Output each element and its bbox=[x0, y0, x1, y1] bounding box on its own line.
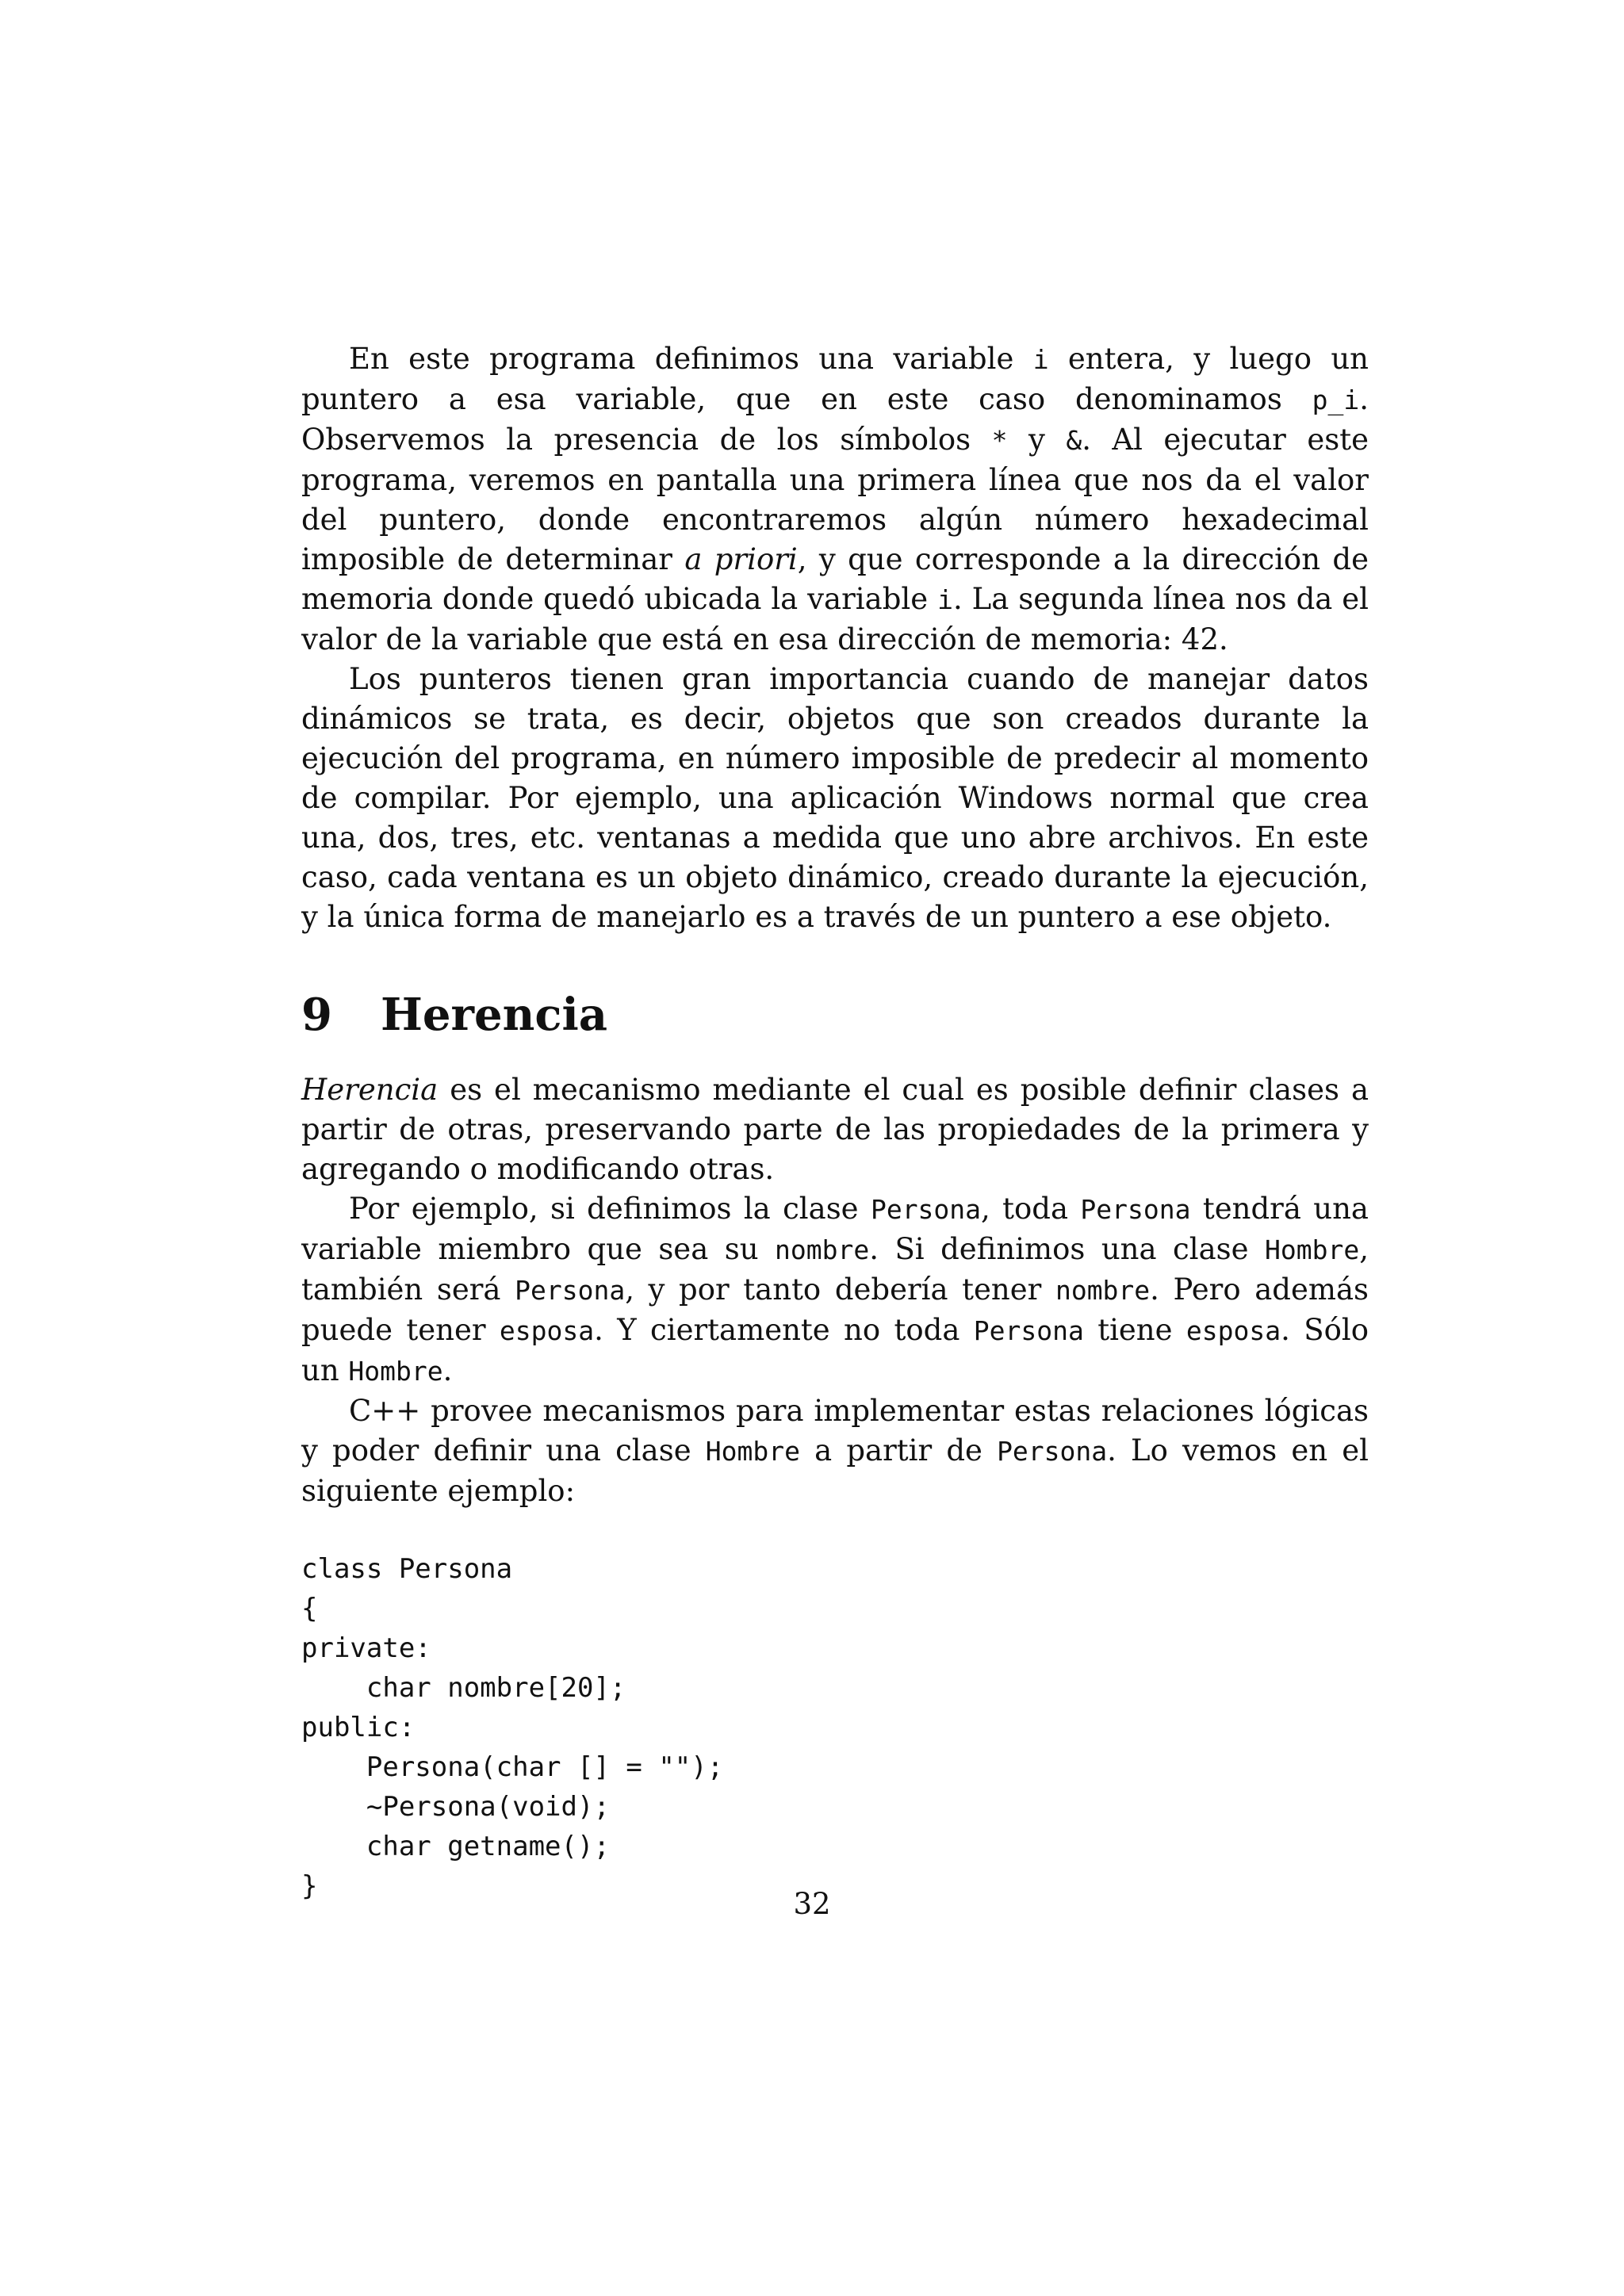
text-run: . bbox=[442, 1353, 453, 1387]
code-line: char nombre[20]; bbox=[301, 1672, 626, 1704]
text-run: . Observemos la presencia de los símbolos bbox=[301, 382, 1369, 457]
text-run: entera, y luego un puntero a esa variable, que en este caso denominamos bbox=[301, 342, 1369, 416]
section-heading bbox=[301, 986, 1369, 1043]
code-line: class Persona bbox=[301, 1553, 513, 1585]
text-run: . Lo vemos en el siguiente ejemplo: bbox=[301, 1433, 1369, 1508]
inline-code: i bbox=[1032, 344, 1049, 375]
inline-code: Hombre bbox=[348, 1356, 443, 1387]
text-run: . Si definimos una clase bbox=[869, 1232, 1266, 1266]
text-run: tendrá una variable miembro que sea su bbox=[301, 1192, 1369, 1266]
code-block bbox=[301, 1549, 1369, 1906]
inline-code: Hombre bbox=[705, 1436, 800, 1467]
emphasis-text: Herencia bbox=[301, 1073, 439, 1107]
text-run: , y que corresponde a la dirección de memoria donde quedó ubicada la variable bbox=[301, 542, 1369, 616]
inline-code: i bbox=[937, 584, 953, 615]
inline-code: Persona bbox=[973, 1315, 1084, 1346]
page-number: 32 bbox=[793, 1887, 831, 1921]
code-line: Persona(char [] = ""); bbox=[301, 1751, 724, 1783]
paragraph-section-2 bbox=[301, 1189, 1369, 1391]
inline-code: Hombre bbox=[1265, 1234, 1360, 1265]
text-run: En este programa definimos una variable bbox=[349, 342, 1033, 376]
page-body bbox=[301, 339, 1369, 1906]
section-title: Herencia bbox=[381, 989, 608, 1041]
inline-code: Persona bbox=[1080, 1194, 1191, 1225]
text-run: . Y ciertamente no toda bbox=[594, 1313, 974, 1347]
inline-code: nombre bbox=[1055, 1275, 1151, 1306]
text-run: a partir de bbox=[799, 1433, 998, 1468]
inline-code: Persona bbox=[515, 1275, 626, 1306]
text-run: y bbox=[1007, 423, 1067, 457]
inline-code: * bbox=[991, 425, 1008, 456]
section-number: 9 bbox=[301, 989, 332, 1041]
emphasis-text: a priori bbox=[684, 542, 798, 576]
code-line: private: bbox=[301, 1632, 431, 1664]
code-line: } bbox=[301, 1870, 318, 1902]
text-run: . Pero además puede tener bbox=[301, 1272, 1369, 1347]
code-line: ~Persona(void); bbox=[301, 1791, 610, 1823]
inline-code: esposa bbox=[1185, 1315, 1281, 1346]
text-run: . Al ejecutar este programa, veremos en pantalla una primera línea que nos da el valor del puntero, donde encontraremos algún número hexadecimal imposible de determinar bbox=[301, 423, 1369, 576]
paragraph-intro-2 bbox=[301, 660, 1369, 937]
inline-code: p_i bbox=[1312, 385, 1360, 415]
inline-code: & bbox=[1066, 425, 1082, 456]
text-run: Los punteros tienen gran importancia cuando de manejar datos dinámicos se trata, es decir, objetos que son creados durante la ejecución del programa, en número imposible de predecir al momento de compilar. Por ejemplo, una aplicación Windows normal que crea una, dos, tres, etc. ventanas a medida que uno abre archivos. En este caso, cada ventana es un objeto dinámico, creado durante la ejecución, y la única forma de manejarlo es a través de un puntero a ese objeto. bbox=[301, 662, 1369, 934]
code-line: char getname(); bbox=[301, 1831, 610, 1862]
text-run: . Sólo un bbox=[301, 1313, 1369, 1387]
inline-code: nombre bbox=[775, 1234, 870, 1265]
code-line: public: bbox=[301, 1712, 416, 1743]
text-run: , también será bbox=[301, 1232, 1369, 1307]
inline-code: esposa bbox=[499, 1315, 595, 1346]
inline-code: Persona bbox=[997, 1436, 1108, 1467]
text-run: es el mecanismo mediante el cual es posible definir clases a partir de otras, preservando parte de las propiedades de la primera y agregando o modificando otras. bbox=[301, 1073, 1369, 1186]
text-run: tiene bbox=[1083, 1313, 1186, 1347]
paragraph-intro-1 bbox=[301, 339, 1369, 660]
text-run: , toda bbox=[981, 1192, 1081, 1226]
text-run: C++ provee mecanismos para implementar estas relaciones lógicas y poder definir una clase bbox=[301, 1394, 1369, 1468]
text-run: , y por tanto debería tener bbox=[625, 1272, 1055, 1307]
code-line: { bbox=[301, 1593, 318, 1624]
text-run: . La segunda línea nos da el valor de la variable que está en esa dirección de memoria: 42. bbox=[301, 582, 1369, 656]
paragraph-section-1 bbox=[301, 1070, 1369, 1189]
text-run: Por ejemplo, si definimos la clase bbox=[349, 1192, 871, 1226]
paragraph-section-3 bbox=[301, 1391, 1369, 1511]
inline-code: Persona bbox=[870, 1194, 982, 1225]
